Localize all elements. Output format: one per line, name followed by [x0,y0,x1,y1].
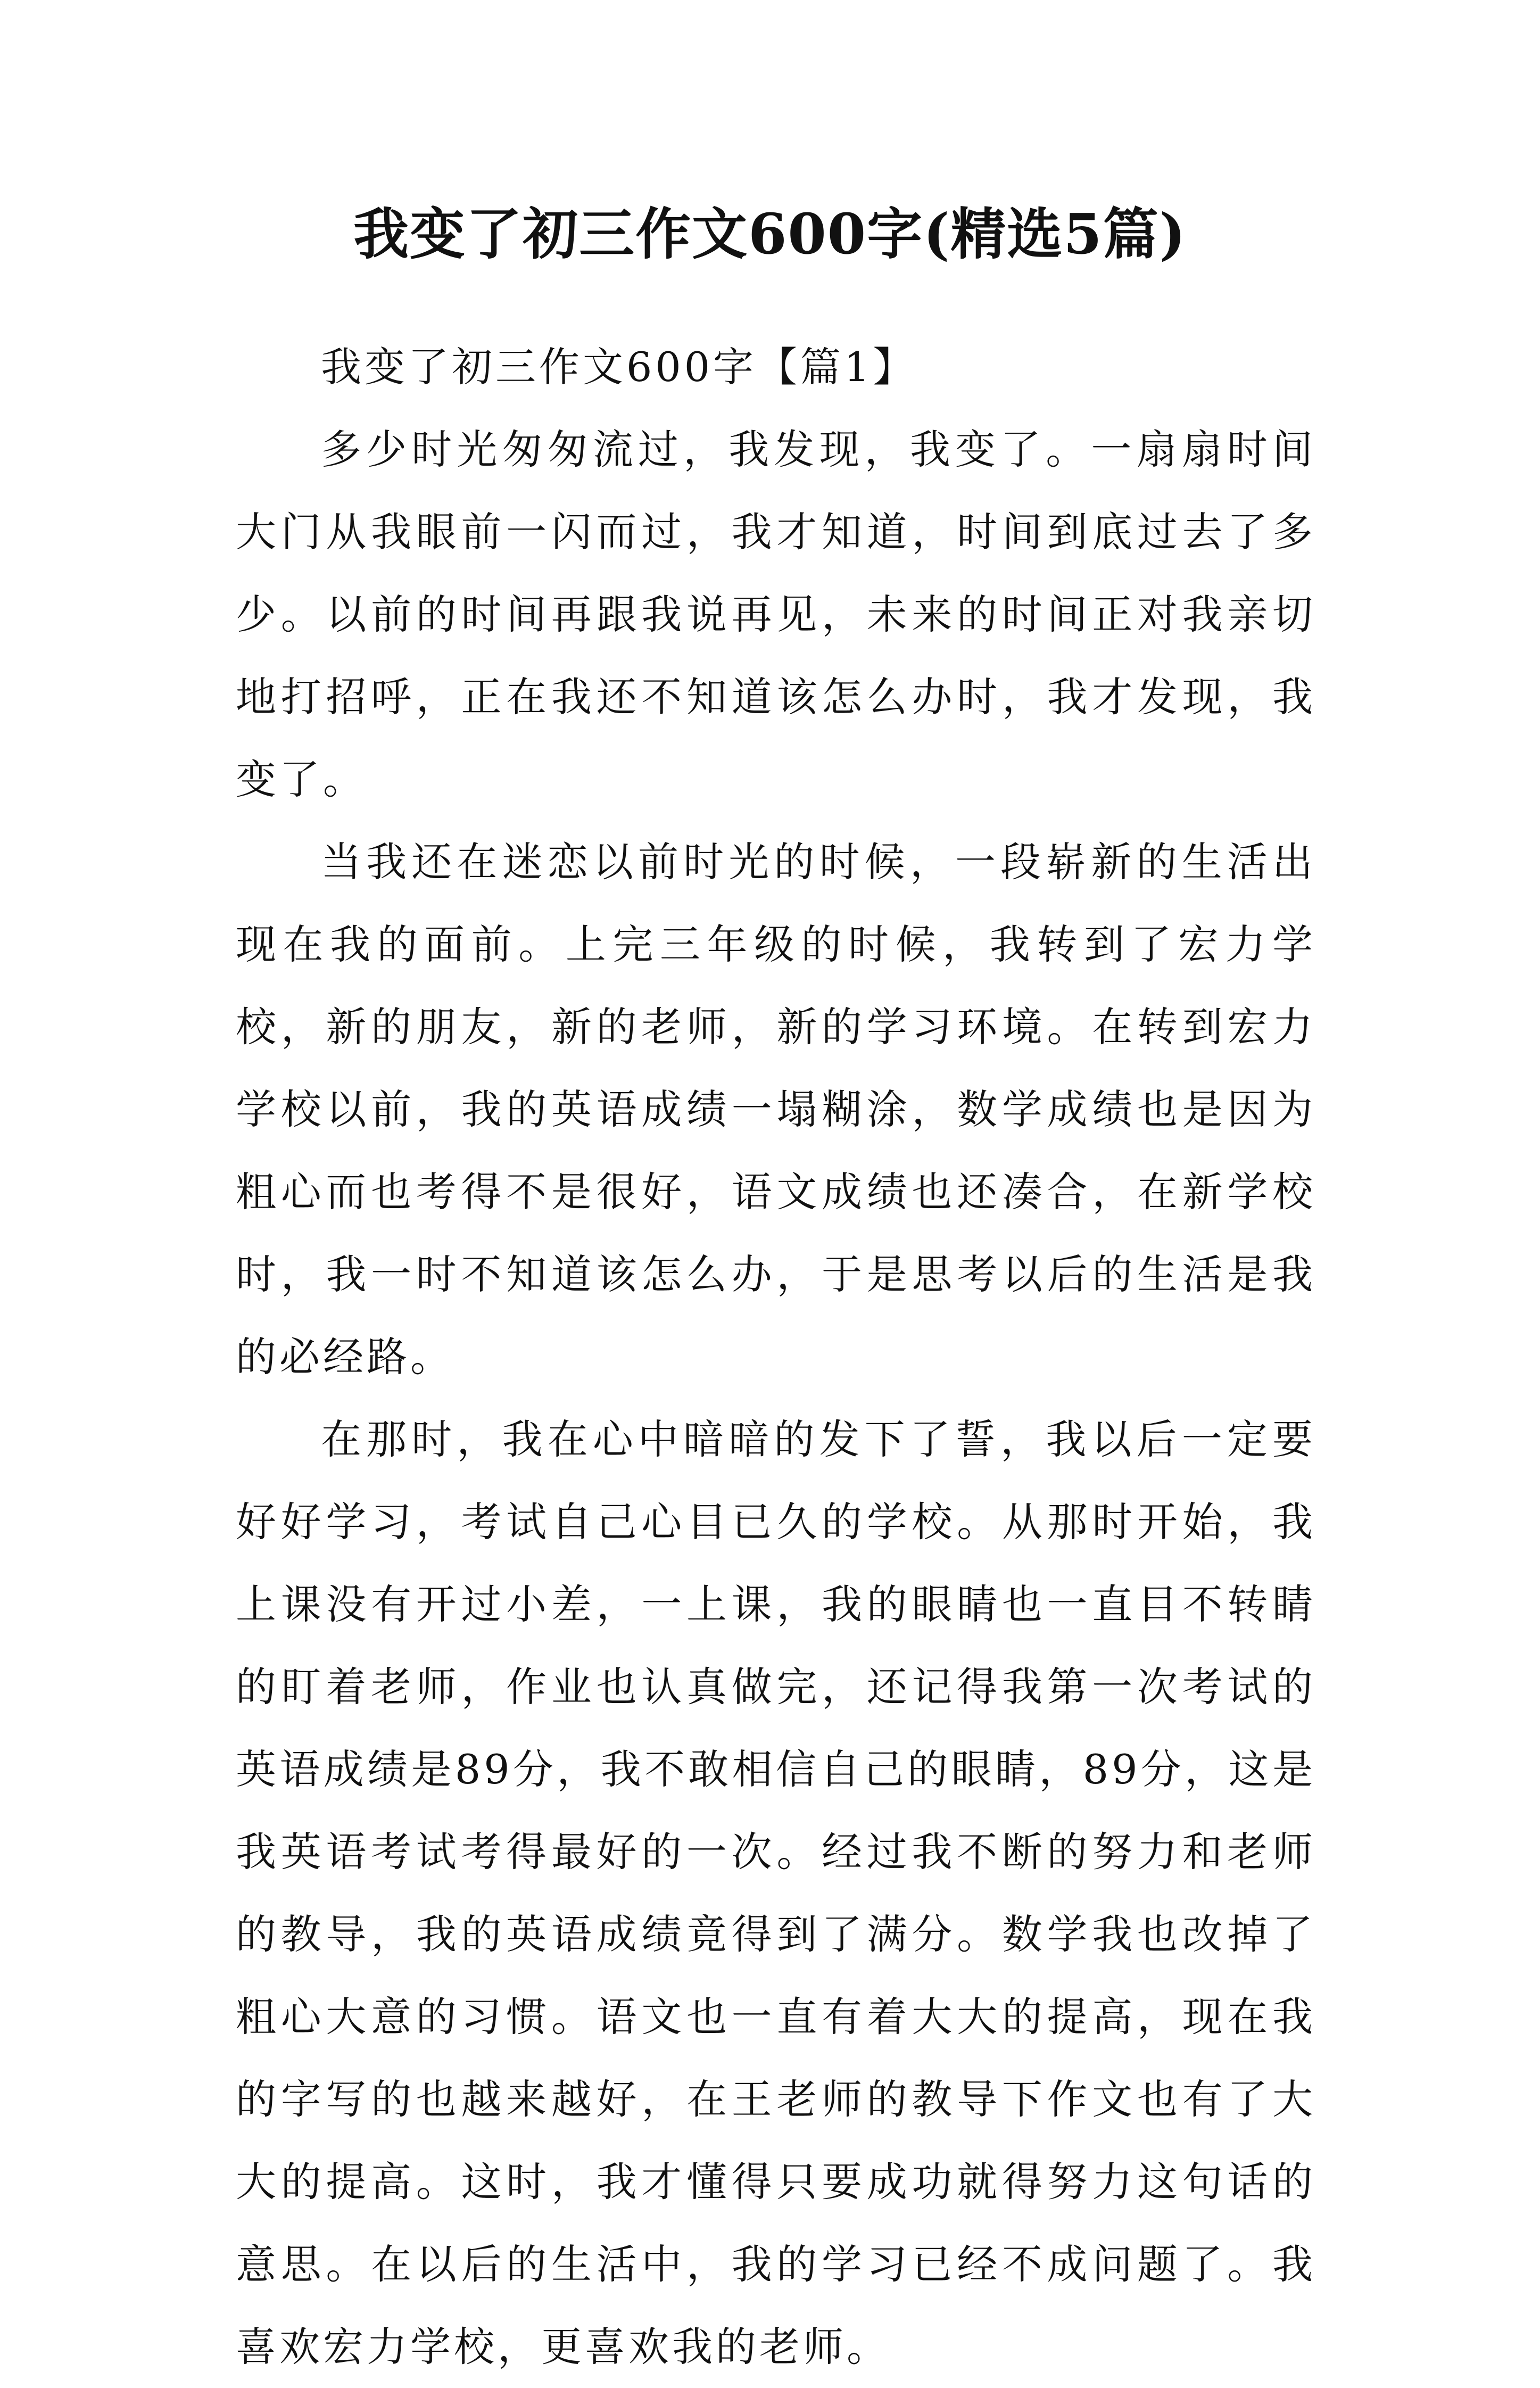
paragraph-2: 当我还在迷恋以前时光的时候，一段崭新的生活出现在我的面前。上完三年级的时候，我转到了宏力学校，新的朋友，新的老师，新的学习环境。在转到宏力学校以前，我的英语成绩一塌糊涂，数学成绩也是因为粗心而也考得不是很好，语文成绩也还凑合，在新学校时，我一时不知道该怎么办，于是思考以后的生活是我的必经路。 [236,838,1316,1381]
document-body [236,326,1316,2388]
section-heading: 我变了初三作文600字【篇1】 [321,343,917,391]
paragraph-1: 多少时光匆匆流过，我发现，我变了。一扇扇时间大门从我眼前一闪而过，我才知道，时间到底过去了多少。以前的时间再跟我说再见，未来的时间正对我亲切地打招呼，正在我还不知道该怎么办时，我才发现，我变了。 [236,426,1316,803]
document-title: 我变了初三作文600字(精选5篇) [353,201,1187,267]
paragraph-3: 在那时，我在心中暗暗的发下了誓，我以后一定要好好学习，考试自己心目已久的学校。从那时开始，我上课没有开过小差，一上课，我的眼睛也一直目不转睛的盯着老师，作业也认真做完，还记得我第一次考试的英语成绩是89分，我不敢相信自己的眼睛，89分，这是我英语考试考得最好的一次。经过我不断的努力和老师的教导，我的英语成绩竟得到了满分。数学我也改掉了粗心大意的习惯。语文也一直有着大大的提高，现在我的字写的也越来越好，在王老师的教导下作文也有了大大的提高。这时，我才懂得只要成功就得努力这句话的意思。在以后的生活中，我的学习已经不成问题了。我喜欢宏力学校，更喜欢我的老师。 [236,1416,1316,2370]
